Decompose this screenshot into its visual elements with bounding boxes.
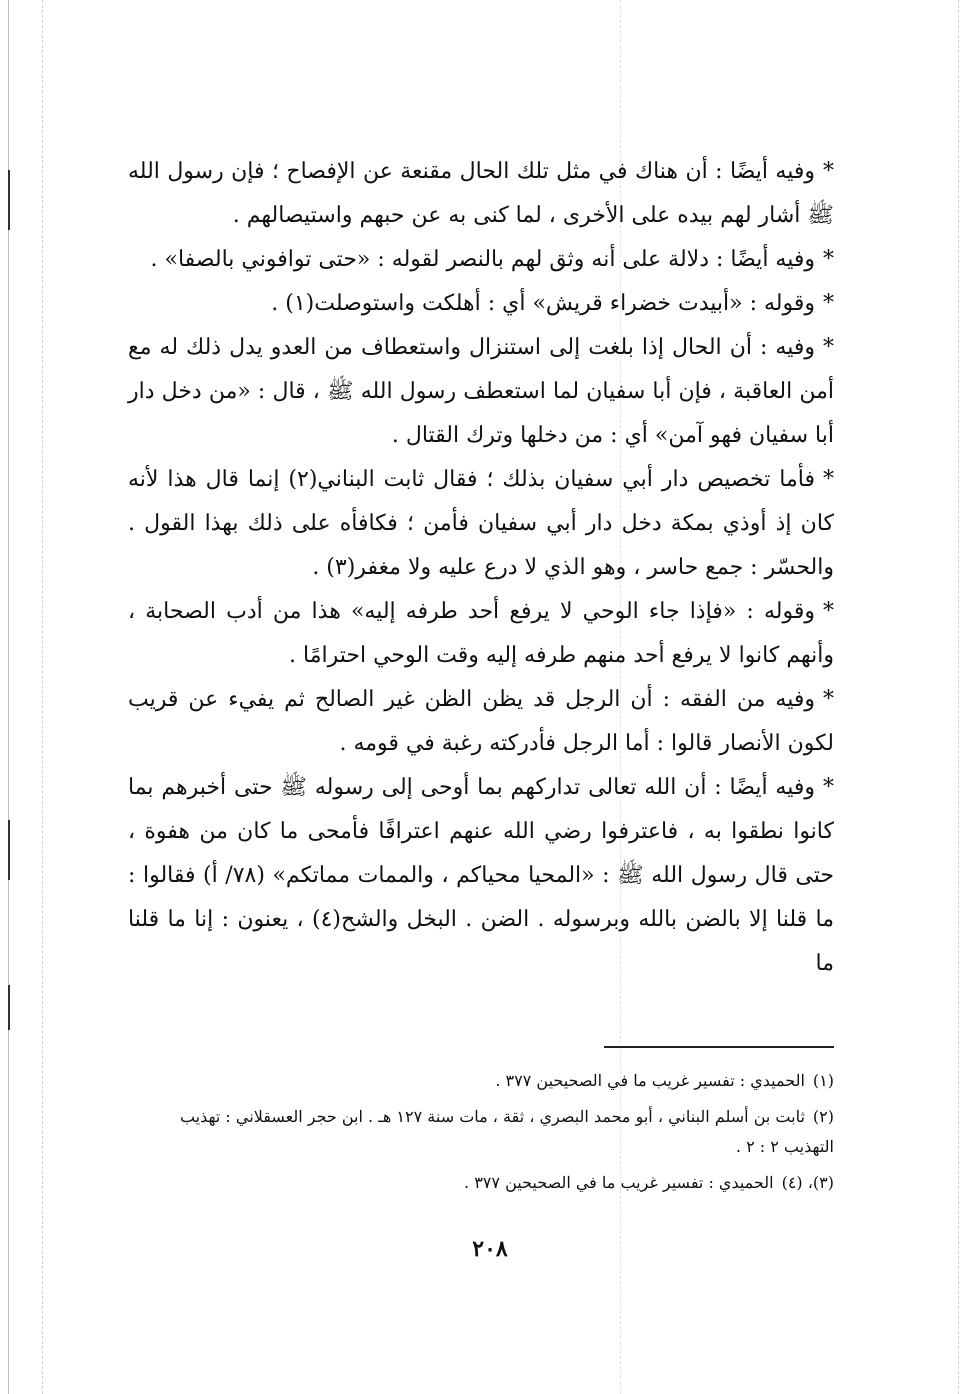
scan-guide-line — [42, 0, 43, 1394]
star-marker: * — [823, 335, 834, 360]
star-marker: * — [823, 775, 834, 800]
star-marker: * — [823, 291, 834, 316]
scan-edge-mark — [8, 985, 10, 1030]
paragraph — [128, 458, 834, 590]
footnote — [128, 1066, 834, 1096]
scan-guide-line — [958, 0, 959, 1394]
paragraph — [128, 590, 834, 678]
paragraph — [128, 150, 834, 238]
paragraph — [128, 678, 834, 766]
paragraph-text: وفيه أيضًا : أن الله تعالى تداركهم بما أوحى إلى رسوله ﷺ حتى أخبرهم بما كانوا نطقوا به ، فاعترفوا رضي الله عنهم اعترافًا فأمحى ما كان من هفوة ، حتى قال رسول الله ﷺ : «المحيا محياكم ، والممات مماتكم» (٧٨/ أ) فقالوا : ما قلنا إلا بالضن بالله وبرسوله . الضن . البخل والشح(٤) ، يعنون : إنا ما قلنا ما — [128, 775, 834, 976]
paragraph — [128, 326, 834, 458]
paragraph — [128, 282, 834, 326]
star-marker: * — [823, 687, 834, 712]
paragraph-text: وفيه أيضًا : أن هناك في مثل تلك الحال مقنعة عن الإفصاح ؛ فإن رسول الله ﷺ أشار لهم بيده على الأخرى ، لما كنى به عن حبهم واستيصالهم . — [128, 159, 834, 228]
paragraph — [128, 238, 834, 282]
paragraph-text: وفيه : أن الحال إذا بلغت إلى استنزال واستعطاف من العدو يدل ذلك له مع أمن العاقبة ، فإن أبا سفيان لما استعطف رسول الله ﷺ ، قال : «من دخل دار أبا سفيان فهو آمن» أي : من دخلها وترك القتال . — [128, 335, 834, 448]
star-marker: * — [823, 159, 834, 184]
footnote — [128, 1168, 834, 1198]
footnote-text: الحميدي : تفسير غريب ما في الصحيحين ٣٧٧ . — [495, 1071, 805, 1090]
footnote-separator — [604, 1046, 834, 1048]
paragraph-text: فأما تخصيص دار أبي سفيان بذلك ؛ فقال ثابت البناني(٢) إنما قال هذا لأنه كان إذ أوذي بمكة دخل دار أبي سفيان فأمن ؛ فكافأه على ذلك بهذا القول . والحسّر : جمع حاسر ، وهو الذي لا درع عليه ولا مغفر(٣) . — [128, 467, 834, 580]
paragraph-text: وفيه من الفقه : أن الرجل قد يظن الظن غير الصالح ثم يفيء عن قريب لكون الأنصار قالوا : أما الرجل فأدركته رغبة في قومه . — [128, 687, 834, 756]
footnotes — [128, 1066, 834, 1204]
footnote-number: (٣)، (٤) — [781, 1173, 834, 1192]
star-marker: * — [823, 467, 834, 492]
scan-edge-mark — [8, 170, 10, 230]
main-text — [128, 150, 834, 986]
footnote-text: ثابت بن أسلم البناني ، أبو محمد البصري ، ثقة ، مات سنة ١٢٧ هـ . ابن حجر العسقلاني : تهذيب التهذيب ٢ : ٢ . — [179, 1107, 834, 1156]
scan-edge-mark — [8, 820, 10, 880]
paragraph-text: وفيه أيضًا : دلالة على أنه وثق لهم بالنصر لقوله : «حتى توافوني بالصفا» . — [150, 247, 815, 272]
page-number: ٢٠٨ — [472, 1236, 508, 1262]
paragraph-text: وقوله : «فإذا جاء الوحي لا يرفع أحد طرفه إليه» هذا من أدب الصحابة ، وأنهم كانوا لا يرفع أحد منهم طرفه إليه وقت الوحي احترامًا . — [128, 599, 834, 668]
footnote-text: الحميدي : تفسير غريب ما في الصحيحين ٣٧٧ . — [464, 1173, 774, 1192]
paragraph-text: وقوله : «أبيدت خضراء قريش» أي : أهلكت واستوصلت(١) . — [271, 291, 815, 316]
footnote-number: (١) — [812, 1071, 834, 1090]
star-marker: * — [823, 599, 834, 624]
footnote-number: (٢) — [812, 1107, 834, 1126]
paragraph — [128, 766, 834, 986]
star-marker: * — [823, 247, 834, 272]
footnote — [128, 1102, 834, 1162]
